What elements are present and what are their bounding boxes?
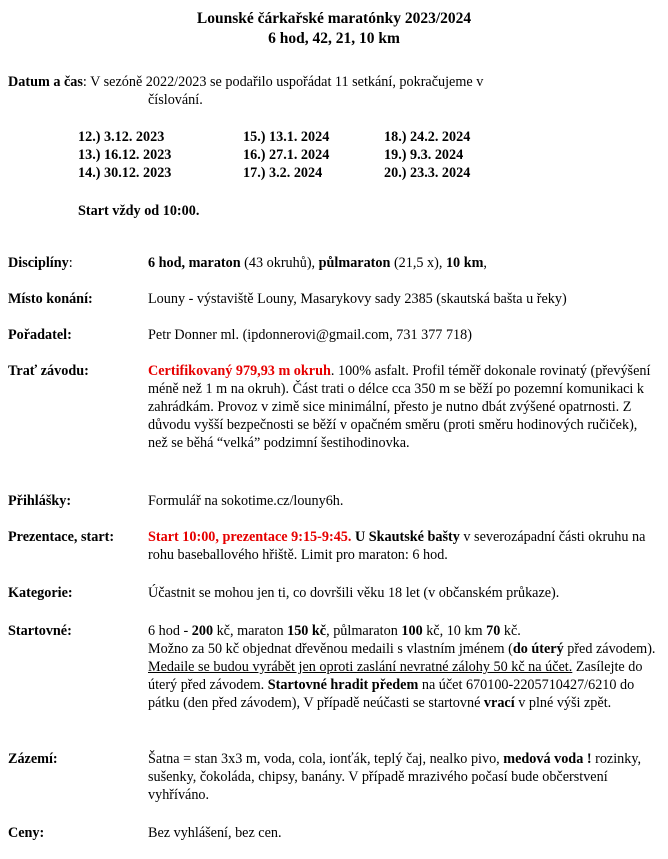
- startovne-refund: vrací: [483, 695, 515, 711]
- kategorie-label: Kategorie:: [8, 585, 73, 601]
- startovne-text: [148, 622, 660, 712]
- discipliny-bold-2: půlmaraton: [318, 255, 391, 271]
- dates-column-3: [384, 128, 470, 182]
- startovne-label: Startovné:: [8, 623, 72, 639]
- prihlasky-label: Přihlášky:: [8, 493, 72, 509]
- startovne-part: 6 hod -: [148, 623, 192, 639]
- dates-column-2: [243, 128, 329, 182]
- misto-text: Louny - výstaviště Louny, Masarykovy sady 2385 (skautská bašta u řeky): [148, 291, 567, 307]
- date-item: 19.) 9.3. 2024: [384, 147, 464, 163]
- startovne-part: Zasílejte do úterý před závodem.: [148, 659, 643, 693]
- discipliny-text-2: (21,5 x),: [390, 255, 446, 271]
- datum-text-line2: číslování.: [148, 92, 203, 108]
- prihlasky-text: Formulář na sokotime.cz/louny6h.: [148, 493, 344, 509]
- poradatel-text: Petr Donner ml. (ipdonnerovi@gmail.com, 731 377 718): [148, 327, 472, 343]
- datum-colon: :: [82, 74, 87, 90]
- prezentace-highlight: Start 10:00, prezentace 9:15-9:45.: [148, 529, 352, 545]
- discipliny-bold-1: 6 hod, maraton: [148, 255, 241, 271]
- discipliny-colon: :: [68, 255, 73, 271]
- startovne-part: na účet 670100-2205710427/6210 do pátku (den před závodem), V případě neúčasti se startovné: [148, 677, 635, 711]
- zazemi-part: rozinky, sušenky, čokoláda, chipsy, banány. V případě mrazivého počasí bude občerstvení vyhříváno.: [148, 751, 642, 803]
- startovne-medal-note: Medaile se budou vyrábět jen oproti zaslání nevratné zálohy 50 kč na účet.: [148, 659, 573, 675]
- trat-body: . 100% asfalt. Profil téměř dokonale rovinatý (převýšení méně než 1 m na okruh). Část trati o délce cca 350 m se běží po pozemní komunikaci k zahrádkám. Provoz v zimě sice minimální, přesto je nutno dbát zvýšené opatrnosti. Z důvodu vyšší bezpečnosti se běží v opačném směru (proti směru hodinových ručiček), než se běhá “velká” podzimní šestihodinovka.: [148, 363, 651, 451]
- date-item: 15.) 13.1. 2024: [243, 129, 330, 145]
- startovne-deadline: do úterý: [512, 641, 564, 657]
- discipliny-label-wrap: [8, 254, 73, 272]
- startovne-part: kč, 10 km: [422, 623, 487, 639]
- discipliny-text: [148, 254, 487, 272]
- document-title: Lounské čárkařské maratónky 2023/2024: [196, 10, 472, 27]
- trat-label: Trať závodu:: [8, 363, 89, 379]
- date-item: 20.) 23.3. 2024: [384, 165, 471, 181]
- zazemi-label: Zázemí:: [8, 751, 58, 767]
- prezentace-label: Prezentace, start:: [8, 529, 115, 545]
- startovne-part: , půlmaraton: [326, 623, 402, 639]
- date-item: 13.) 16.12. 2023: [78, 147, 172, 163]
- discipliny-text-3: ,: [483, 255, 487, 271]
- date-item: 16.) 27.1. 2024: [243, 147, 330, 163]
- startovne-pay-ahead: Startovné hradit předem: [267, 677, 419, 693]
- discipliny-label: Disciplíny: [8, 255, 69, 271]
- discipliny-text-1: (43 okruhů),: [240, 255, 319, 271]
- datum-text-line1: V sezóně 2022/2023 se podařilo uspořádat 11 setkání, pokračujeme v: [86, 74, 484, 90]
- ceny-text: Bez vyhlášení, bez cen.: [148, 825, 282, 841]
- startovne-part: kč.: [500, 623, 521, 639]
- trat-text: [148, 362, 660, 452]
- discipliny-bold-3: 10 km: [445, 255, 484, 271]
- start-note: Start vždy od 10:00.: [78, 203, 200, 219]
- misto-label: Místo konání:: [8, 291, 93, 307]
- datum-label: Datum a čas: [8, 74, 83, 90]
- document-subtitle: 6 hod, 42, 21, 10 km: [268, 30, 400, 47]
- trat-highlight: Certifikovaný 979,93 m okruh: [148, 363, 331, 379]
- startovne-price-pulmaraton: 100: [401, 623, 423, 639]
- date-item: 18.) 24.2. 2024: [384, 129, 471, 145]
- startovne-part: před závodem).: [563, 641, 656, 657]
- prezentace-bold: U Skautské bašty: [351, 529, 460, 545]
- zazemi-text: [148, 750, 660, 804]
- startovne-price-10km: 70: [486, 623, 501, 639]
- ceny-label: Ceny:: [8, 825, 45, 841]
- zazemi-highlight: medová voda !: [503, 751, 592, 767]
- startovne-price-6h: 200: [191, 623, 214, 639]
- zazemi-part: Šatna = stan 3x3 m, voda, cola, ionťák, teplý čaj, nealko pivo,: [148, 751, 504, 767]
- date-item: 17.) 3.2. 2024: [243, 165, 323, 181]
- prezentace-text: [148, 528, 660, 564]
- datum-line1: [8, 73, 483, 91]
- poradatel-label: Pořadatel:: [8, 327, 72, 343]
- startovne-part: kč, maraton: [213, 623, 288, 639]
- prezentace-body: v severozápadní části okruhu na rohu baseballového hřiště. Limit pro maraton: 6 hod.: [148, 529, 646, 563]
- dates-column-1: [78, 128, 171, 182]
- date-item: 14.) 30.12. 2023: [78, 165, 172, 181]
- startovne-part: Možno za 50 kč objednat dřevěnou medaili s vlastním jménem (: [148, 641, 513, 657]
- date-item: 12.) 3.12. 2023: [78, 129, 165, 145]
- startovne-part: v plné výši zpět.: [514, 695, 612, 711]
- startovne-price-maraton: 150 kč: [287, 623, 327, 639]
- kategorie-text: Účastnit se mohou jen ti, co dovršili věku 18 let (v občanském průkaze).: [148, 585, 560, 601]
